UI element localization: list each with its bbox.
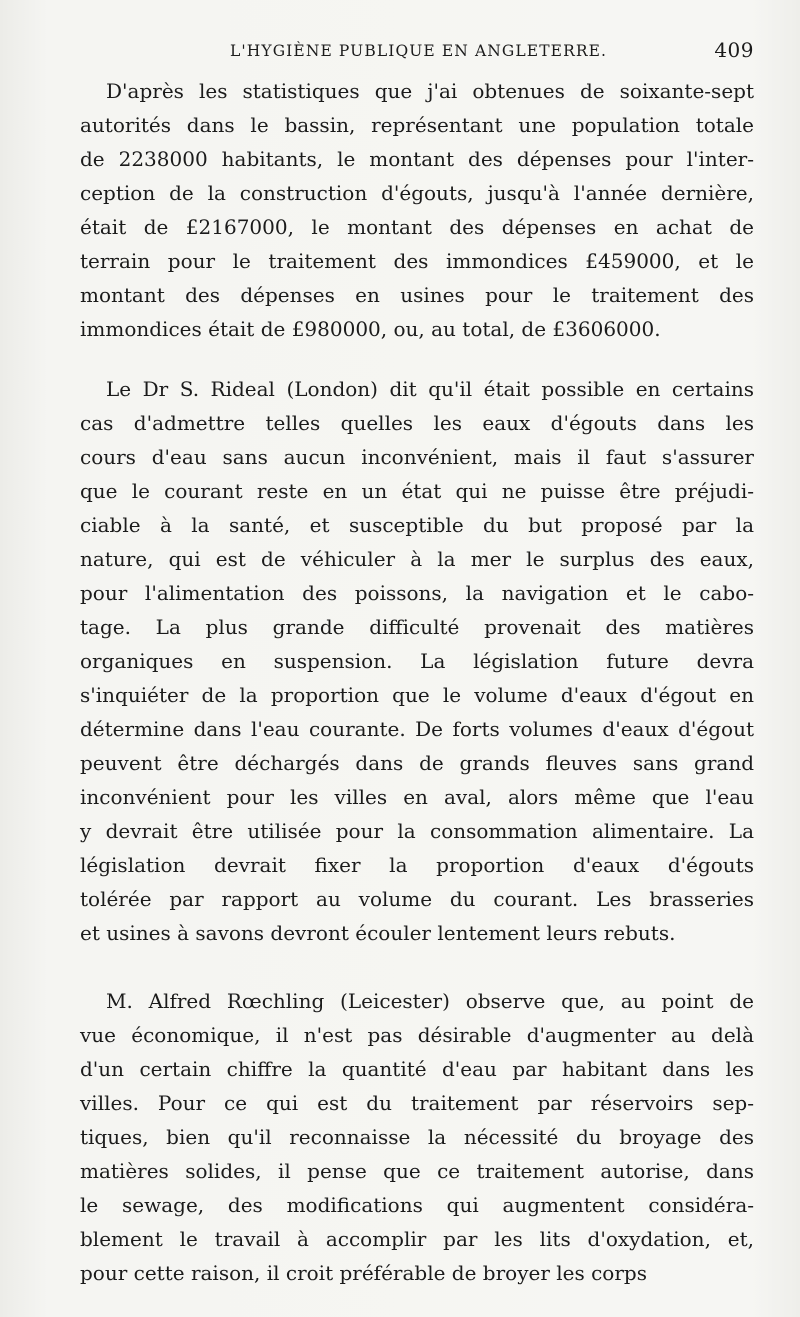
text-line: tiques, bien qu'il reconnaisse la nécessité du broyage des xyxy=(80,1125,754,1149)
running-title: L'HYGIÈNE PUBLIQUE EN ANGLETERRE. xyxy=(230,42,608,60)
paragraph-statistics xyxy=(80,74,754,346)
text-line: que le courant reste en un état qui ne puisse être préjudi- xyxy=(80,479,754,503)
text-line: le sewage, des modifications qui augmentent considéra- xyxy=(80,1193,754,1217)
text-line: villes. Pour ce qui est du traitement par réservoirs sep- xyxy=(80,1091,754,1115)
text-line: et usines à savons devront écouler lentement leurs rebuts. xyxy=(80,921,676,945)
text-line: peuvent être déchargés dans de grands fleuves sans grand xyxy=(80,751,754,775)
text-line: montant des dépenses en usines pour le traitement des xyxy=(80,283,754,307)
paragraph-gap xyxy=(80,950,754,984)
text-line: ception de la construction d'égouts, jusqu'à l'année dernière, xyxy=(80,181,754,205)
text-line: nature, qui est de véhiculer à la mer le surplus des eaux, xyxy=(80,547,754,571)
text-line: était de £2167000, le montant des dépenses en achat de xyxy=(80,215,754,239)
text-line: autorités dans le bassin, représentant une population totale xyxy=(80,113,754,137)
text-line: pour cette raison, il croit préférable de broyer les corps xyxy=(80,1261,647,1285)
text-line: terrain pour le traitement des immondices £459000, et le xyxy=(80,249,754,273)
text-line: détermine dans l'eau courante. De forts volumes d'eaux d'égout xyxy=(80,717,754,741)
page-number: 409 xyxy=(714,38,754,62)
text-line: cours d'eau sans aucun inconvénient, mais il faut s'assurer xyxy=(80,445,754,469)
body-text xyxy=(80,74,754,1290)
text-line: y devrait être utilisée pour la consommation alimentaire. La xyxy=(80,819,754,843)
paragraph-rideal xyxy=(80,372,754,950)
text-line: D'après les statistiques que j'ai obtenues de soixante-sept xyxy=(106,79,754,103)
text-line: législation devrait fixer la proportion d'eaux d'égouts xyxy=(80,853,754,877)
paragraph-gap xyxy=(80,346,754,372)
text-line: immondices était de £980000, ou, au total, de £3606000. xyxy=(80,317,661,341)
text-line: pour l'alimentation des poissons, la navigation et le cabo- xyxy=(80,581,754,605)
page-header xyxy=(80,38,754,74)
text-line: tage. La plus grande difficulté provenait des matières xyxy=(80,615,754,639)
text-line: inconvénient pour les villes en aval, alors même que l'eau xyxy=(80,785,754,809)
text-line: ciable à la santé, et susceptible du but proposé par la xyxy=(80,513,754,537)
text-line: tolérée par rapport au volume du courant. Les brasseries xyxy=(80,887,754,911)
text-line: matières solides, il pense que ce traitement autorise, dans xyxy=(80,1159,754,1183)
text-line: cas d'admettre telles quelles les eaux d'égouts dans les xyxy=(80,411,754,435)
text-line: Le Dr S. Rideal (London) dit qu'il était possible en certains xyxy=(106,377,754,401)
text-line: de 2238000 habitants, le montant des dépenses pour l'inter- xyxy=(80,147,754,171)
text-line: d'un certain chiffre la quantité d'eau par habitant dans les xyxy=(80,1057,754,1081)
text-line: vue économique, il n'est pas désirable d'augmenter au delà xyxy=(80,1023,754,1047)
paragraph-roechling xyxy=(80,984,754,1290)
text-line: s'inquiéter de la proportion que le volume d'eaux d'égout en xyxy=(80,683,754,707)
text-line: M. Alfred Rœchling (Leicester) observe que, au point de xyxy=(106,989,754,1013)
text-line: organiques en suspension. La législation future devra xyxy=(80,649,754,673)
text-line: blement le travail à accomplir par les lits d'oxydation, et, xyxy=(80,1227,754,1251)
